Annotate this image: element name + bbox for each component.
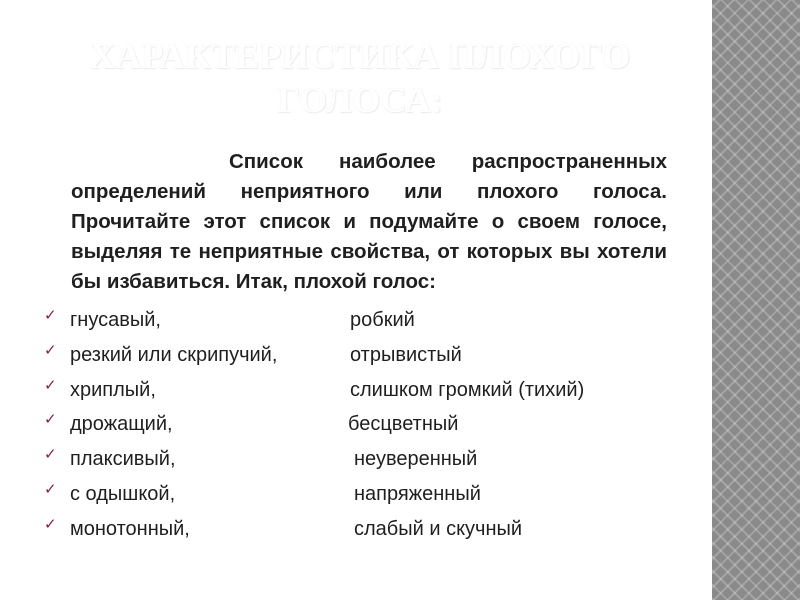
trait-right: неуверенный — [354, 448, 478, 471]
trait-right: напряженный — [354, 482, 481, 505]
checkmark-icon: ✓ — [44, 446, 57, 464]
list-item — [44, 514, 694, 549]
list-item — [44, 375, 694, 410]
list-item — [44, 444, 694, 479]
slide-title-line-1: ХАРАКТЕРИСТИКА ПЛОХОГО — [89, 36, 631, 76]
trait-right: робкий — [350, 309, 415, 331]
trait-left: дрожащий, — [70, 413, 173, 436]
checkmark-icon: ✓ — [44, 411, 57, 429]
list-item — [44, 340, 694, 375]
checkmark-icon: ✓ — [44, 515, 57, 533]
trait-left: плаксивый, — [70, 448, 176, 471]
trait-left: монотонный, — [70, 517, 190, 540]
checkmark-icon: ✓ — [44, 480, 57, 498]
checkmark-icon: ✓ — [44, 307, 57, 324]
list-item — [44, 479, 694, 514]
trait-left: с одышкой, — [70, 482, 176, 505]
trait-right: бесцветный — [348, 413, 459, 436]
trait-left: хриплый, — [70, 378, 156, 401]
list-item — [44, 409, 694, 444]
trait-left: резкий или скрипучий, — [70, 343, 278, 366]
trait-right: слабый и скучный — [354, 517, 523, 540]
trait-right: отрывистый — [350, 343, 462, 366]
decorative-side-stripe — [712, 0, 800, 600]
trait-right: слишком громкий (тихий) — [350, 378, 585, 401]
trait-left: гнусавый, — [70, 309, 161, 331]
slide-title — [40, 34, 680, 122]
list-item — [44, 305, 694, 340]
slide-title-line-2: ГОЛОСА: — [277, 80, 443, 120]
intro-paragraph — [71, 147, 667, 297]
intro-text: Список наиболее распространенных определений неприятного или плохого голоса. Прочитайте этот список и подумайте о своем голосе, выделяя те неприятные свойства, от которых вы хотели бы избавиться. Итак, плохой голос: — [71, 150, 667, 293]
checkmark-icon: ✓ — [44, 341, 57, 359]
voice-traits-list — [44, 305, 694, 549]
checkmark-icon: ✓ — [44, 376, 57, 394]
